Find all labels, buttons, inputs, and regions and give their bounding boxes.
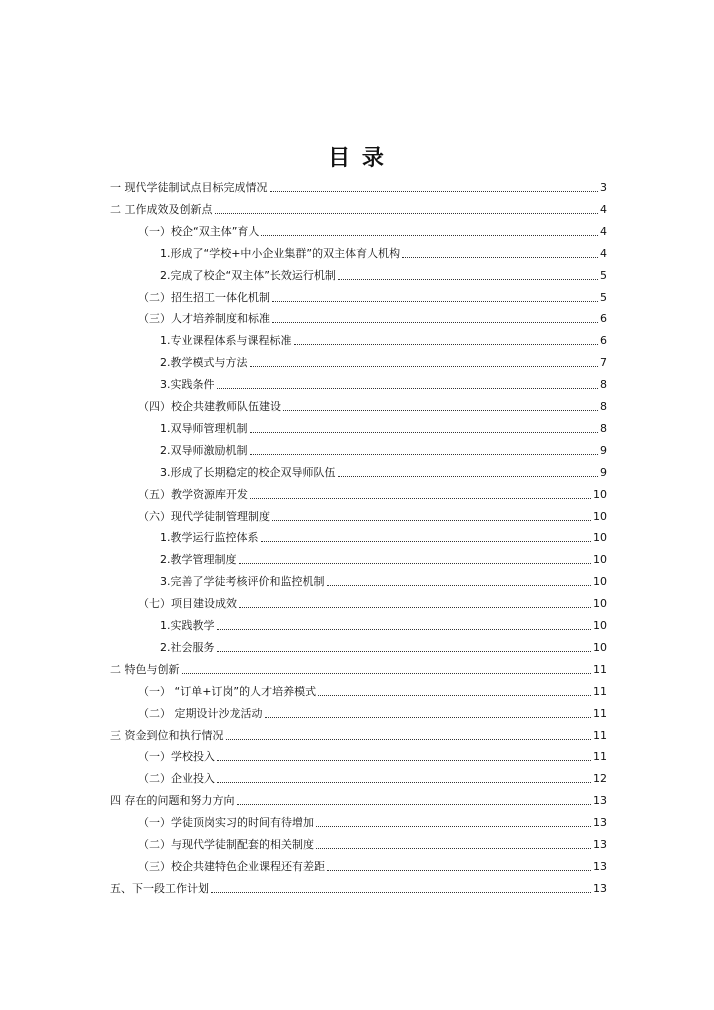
toc-entry[interactable]: [160, 571, 607, 589]
toc-entry[interactable]: [110, 659, 607, 677]
toc-entry[interactable]: [138, 703, 607, 721]
toc-entry-page-number: 8: [600, 400, 607, 413]
toc-entry-page-number: 10: [593, 531, 607, 545]
toc-entry-page-number: 3: [600, 181, 607, 194]
toc-entry[interactable]: [160, 549, 607, 567]
toc-entry-page-number: 10: [593, 487, 607, 501]
toc-entry[interactable]: [160, 243, 607, 261]
toc-entry[interactable]: [138, 768, 607, 786]
toc-entry-label: 1.教学运行监控体系: [160, 531, 259, 545]
toc-entry[interactable]: [160, 637, 607, 655]
toc-entry-page-number: 11: [593, 706, 607, 720]
toc-entry-page-number: 11: [593, 684, 607, 698]
toc-entry[interactable]: [138, 812, 607, 830]
toc-entry[interactable]: [138, 856, 607, 874]
toc-entry-label: 2.完成了校企“双主体”长效运行机制: [160, 268, 336, 282]
toc-leader-dots: [270, 190, 599, 192]
toc-entry-page-number: 11: [593, 750, 607, 764]
toc-entry-page-number: 4: [600, 202, 607, 216]
toc-entry-page-number: 10: [593, 509, 607, 523]
toc-entry[interactable]: [138, 287, 607, 305]
toc-leader-dots: [215, 212, 599, 214]
toc-entry[interactable]: [138, 506, 607, 524]
toc-entry-label: （二）与现代学徒制配套的相关制度: [138, 838, 314, 851]
toc-entry-label: （四）校企共建教师队伍建设: [138, 400, 281, 413]
toc-leader-dots: [316, 847, 591, 849]
toc-entry-label: （一）学校投入: [138, 750, 215, 764]
toc-entry-label: 二 特色与创新: [110, 662, 180, 676]
toc-leader-dots: [239, 606, 591, 608]
toc-entry[interactable]: [138, 221, 607, 239]
toc-entry-label: 1.实践教学: [160, 619, 215, 632]
toc-entry-page-number: 6: [600, 334, 607, 348]
toc-leader-dots: [217, 759, 591, 761]
toc-entry[interactable]: [160, 374, 607, 392]
toc-leader-dots: [217, 781, 591, 783]
toc-entry-label: 3.实践条件: [160, 378, 215, 392]
toc-entry[interactable]: [160, 418, 607, 436]
toc-leader-dots: [261, 540, 592, 542]
toc-entry[interactable]: [160, 615, 607, 633]
toc-entry[interactable]: [160, 352, 607, 370]
toc-leader-dots: [226, 738, 592, 740]
toc-leader-dots: [327, 869, 591, 871]
toc-entry[interactable]: [138, 746, 607, 764]
toc-entry-label: （七）项目建设成效: [138, 597, 237, 611]
toc-leader-dots: [182, 672, 592, 674]
toc-entry-page-number: 5: [600, 268, 607, 282]
toc-entry[interactable]: [110, 199, 607, 217]
toc-leader-dots: [402, 256, 598, 258]
toc-entry-label: （二） 定期设计沙龙活动: [138, 706, 263, 720]
toc-entry-label: 2.教学模式与方法: [160, 356, 248, 370]
toc-entry-page-number: 10: [593, 619, 607, 632]
toc-entry-label: 2.社会服务: [160, 640, 215, 654]
toc-leader-dots: [316, 825, 591, 827]
toc-entry-page-number: 11: [593, 728, 607, 742]
toc-entry-label: 一 现代学徒制试点目标完成情况: [110, 181, 268, 194]
toc-entry-label: 2.双导师激励机制: [160, 443, 248, 457]
toc-entry-page-number: 13: [593, 881, 607, 895]
toc-entry-page-number: 9: [600, 443, 607, 457]
toc-entry-label: 五、下一段工作计划: [110, 881, 209, 895]
toc-leader-dots: [283, 409, 598, 411]
toc-entry[interactable]: [138, 681, 607, 699]
toc-entry-label: 四 存在的问题和努力方向: [110, 794, 235, 808]
toc-entry[interactable]: [160, 462, 607, 480]
toc-entry-label: （六）现代学徒制管理制度: [138, 509, 270, 523]
toc-entry[interactable]: [110, 725, 607, 743]
toc-entry-page-number: 8: [600, 421, 607, 435]
toc-entry-page-number: 10: [593, 553, 607, 567]
toc-entry-page-number: 13: [593, 794, 607, 808]
toc-entry-page-number: 13: [593, 816, 607, 830]
toc-entry-label: （二）企业投入: [138, 772, 215, 786]
toc-entry-label: 1.专业课程体系与课程标准: [160, 334, 292, 348]
toc-entry[interactable]: [110, 878, 607, 896]
toc-entry-label: （三）校企共建特色企业课程还有差距: [138, 859, 325, 873]
toc-leader-dots: [294, 343, 599, 345]
toc-entry-label: 2.教学管理制度: [160, 553, 237, 567]
toc-leader-dots: [338, 475, 599, 477]
toc-entry-label: 1.双导师管理机制: [160, 421, 248, 435]
toc-entry-page-number: 11: [593, 662, 607, 676]
toc-leader-dots: [338, 278, 598, 280]
toc-entry-label: （二）招生招工一体化机制: [138, 290, 270, 304]
toc-leader-dots: [318, 694, 591, 696]
toc-entry-page-number: 10: [593, 640, 607, 654]
toc-entry-label: （五）教学资源库开发: [138, 487, 248, 501]
toc-entry-page-number: 9: [600, 465, 607, 479]
toc-entry-label: 三 资金到位和执行情况: [110, 728, 224, 742]
toc-entry[interactable]: [110, 790, 607, 808]
toc-entry-page-number: 4: [600, 246, 607, 260]
toc-entry-page-number: 12: [593, 772, 607, 786]
toc-entry-page-number: 5: [600, 290, 607, 304]
toc-leader-dots: [211, 891, 591, 893]
toc-entry-page-number: 8: [600, 378, 607, 392]
toc-entry[interactable]: [110, 177, 607, 195]
toc-leader-dots: [272, 519, 591, 521]
toc-leader-dots: [237, 803, 592, 805]
toc-entry-label: 3.形成了长期稳定的校企双导师队伍: [160, 465, 336, 479]
toc-leader-dots: [261, 234, 598, 236]
toc-entry-label: （一） “订单+订岗”的人才培养模式: [138, 684, 317, 698]
toc-entry-label: （三）人才培养制度和标准: [138, 312, 270, 326]
toc-leader-dots: [250, 497, 591, 499]
toc-entry[interactable]: [160, 527, 607, 545]
toc-leader-dots: [250, 453, 599, 455]
toc-entry[interactable]: [138, 308, 607, 326]
toc-entry-page-number: 4: [600, 224, 607, 238]
toc-entry[interactable]: [160, 440, 607, 458]
toc-entry-page-number: 7: [600, 356, 607, 370]
toc-entry-label: 3.完善了学徒考核评价和监控机制: [160, 575, 325, 589]
toc-leader-dots: [327, 584, 592, 586]
toc-entry-page-number: 10: [593, 597, 607, 611]
toc-entry-page-number: 6: [600, 312, 607, 326]
toc-entry[interactable]: [160, 330, 607, 348]
toc-leader-dots: [250, 431, 599, 433]
toc-entry-label: （一）学徒顶岗实习的时间有待增加: [138, 816, 314, 830]
toc-entry[interactable]: [138, 593, 607, 611]
toc-leader-dots: [239, 562, 592, 564]
toc-leader-dots: [265, 716, 592, 718]
toc-leader-dots: [217, 628, 592, 630]
page-title: 目 录: [328, 146, 386, 171]
toc-entry-page-number: 13: [593, 859, 607, 873]
toc-entry-page-number: 13: [593, 838, 607, 851]
toc-entry[interactable]: [160, 265, 607, 283]
toc-leader-dots: [272, 321, 598, 323]
toc-leader-dots: [272, 300, 598, 302]
toc-entry-label: （一）校企“双主体”育人: [138, 224, 260, 238]
toc-entry-label: 二 工作成效及创新点: [110, 202, 213, 216]
toc-entry[interactable]: [138, 484, 607, 502]
toc-leader-dots: [217, 387, 599, 389]
toc-entry[interactable]: [138, 396, 607, 414]
toc-entry-label: 1.形成了“学校+中小企业集群”的双主体育人机构: [160, 246, 401, 260]
toc-leader-dots: [217, 650, 592, 652]
toc-leader-dots: [250, 365, 599, 367]
toc-entry-page-number: 10: [593, 575, 607, 589]
toc-entry[interactable]: [138, 834, 607, 852]
